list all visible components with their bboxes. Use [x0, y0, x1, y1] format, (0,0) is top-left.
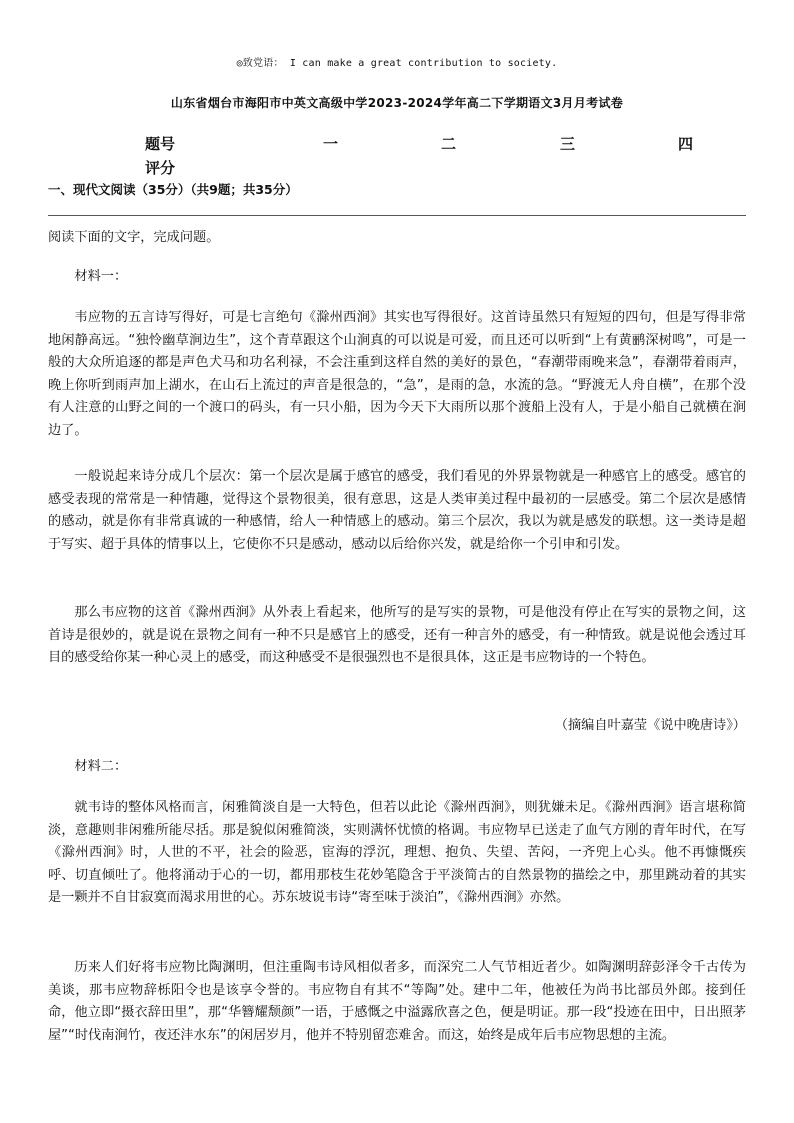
header-motto: ◎致党语： I can make a great contribution to society.: [236, 58, 558, 69]
material-1-paragraph-1: 韦应物的五言诗写得好，可是七言绝句《滁州西涧》其实也写得很好。这首诗虽然只有短短的四句，但是写得非常地闲静高远。“独怜幽草涧边生”，这个青草跟这个山涧真的可以说是可爱，而且还可以听到“上有黄鹂深树鸣”，可是一般的大众所追逐的都是声色犬马和功名利禄，不会注重到这样自然的美好的景色，“春潮带雨晚来急”，春潮带着雨声，晚上你听到雨声加上湖水，在山石上流过的声音是很急的，“急”，是雨的急，水流的急。“野渡无人舟自横”，在那个没有人注意的山野之间的一个渡口的码头，有一只小船，因为今天下大雨所以那个渡船上没有人，于是小船自己就横在涧边了。: [48, 310, 746, 438]
score-table-column-3: 三: [560, 135, 576, 153]
score-table-row-label-score: 评分: [145, 159, 176, 177]
material-2-paragraph-1: 就韦诗的整体风格而言，闲雅简淡自是一大特色，但若以此论《滁州西涧》，则犹嫌未足。《滁州西涧》语言堪称简淡，意趣则非闲雅所能尽括。那是貌似闲雅简淡，实则满怀忧愤的格调。韦应物早已送走了血气方刚的青年时代，在写《滁州西涧》时，人世的不平，社会的险恶，宦海的浮沉，理想、抱负、失望、苦闷，一齐兜上心头。他不再慷慨疾呼、切直倾吐了。他将涌动于心的一切，都用那枝生花妙笔隐含于平淡简古的自然景物的描绘之中，那里跳动着的其实是一颗并不自甘寂寞而渴求用世的心。苏东坡说韦诗“寄至味于淡泊”，《滁州西涧》亦然。: [48, 800, 746, 905]
score-table-column-4: 四: [678, 135, 694, 153]
material-1-label: 材料一：: [74, 269, 128, 284]
material-2-label: 材料二：: [74, 759, 128, 774]
score-table-column-2: 二: [441, 135, 457, 153]
reading-instruction: 阅读下面的文字，完成问题。: [48, 230, 220, 245]
material-1-paragraph-2: 一般说起来诗分成几个层次：第一个层次是属于感官的感受，我们看见的外界景物就是一种感官上的感受。感官的感受表现的常常是一种情趣，觉得这个景物很美，很有意思，这是人类审美过程中最初的一层感受。第二个层次是感情的感动，就是你有非常真诚的一种感情，给人一种情感上的感动。第三个层次，我以为就是感发的联想。这一类诗是超于写实、超于具体的情事以上，它使你不只是感动，感动以后给你兴发，就是给你一个引申和引发。: [48, 469, 746, 552]
score-table: [0, 133, 794, 175]
exam-title: 山东省烟台市海阳市中英文高级中学2023-2024学年高二下学期语文3月月考试卷: [170, 96, 624, 110]
section-heading: 一、现代文阅读（35分）（共9题；共35分）: [48, 182, 298, 197]
material-1-paragraph-3: 那么韦应物的这首《滁州西涧》从外表上看起来，他所写的是写实的景物，可是他没有停止在写实的景物之间，这首诗是很妙的，就是说在景物之间有一种不只是感官上的感受，还有一种言外的感受，有一种情致。就是说他会透过耳目的感受给你某一种心灵上的感受，而这种感受不是很强烈也不是很具体，这正是韦应物诗的一个特色。: [48, 605, 746, 665]
score-table-column-1: 一: [323, 135, 339, 153]
material-2-paragraph-2: 历来人们好将韦应物比陶渊明，但注重陶韦诗风相似者多，而深究二人气节相近者少。如陶渊明辞彭泽令千古传为美谈，那韦应物辞栎阳令也是该享令誉的。韦应物自有其不“等陶”处。建中二年，他被任为尚书比部员外郎。接到任命，他立即“摄衣辞田里”，那“华簪耀颓颜”一语，于感慨之中溢露欣喜之色，便是明证。那一段“投迹在田中，日出照茅屋”“时伐南涧竹，夜还沣水东”的闲居岁月，他并不特别留恋难舍。而这，始终是成年后韦应物思想的主流。: [48, 960, 746, 1043]
score-table-row-label-number: 题号: [145, 135, 176, 153]
section-divider: [48, 215, 746, 216]
material-1-source: （摘编自叶嘉莹《说中晚唐诗》）: [554, 718, 746, 733]
